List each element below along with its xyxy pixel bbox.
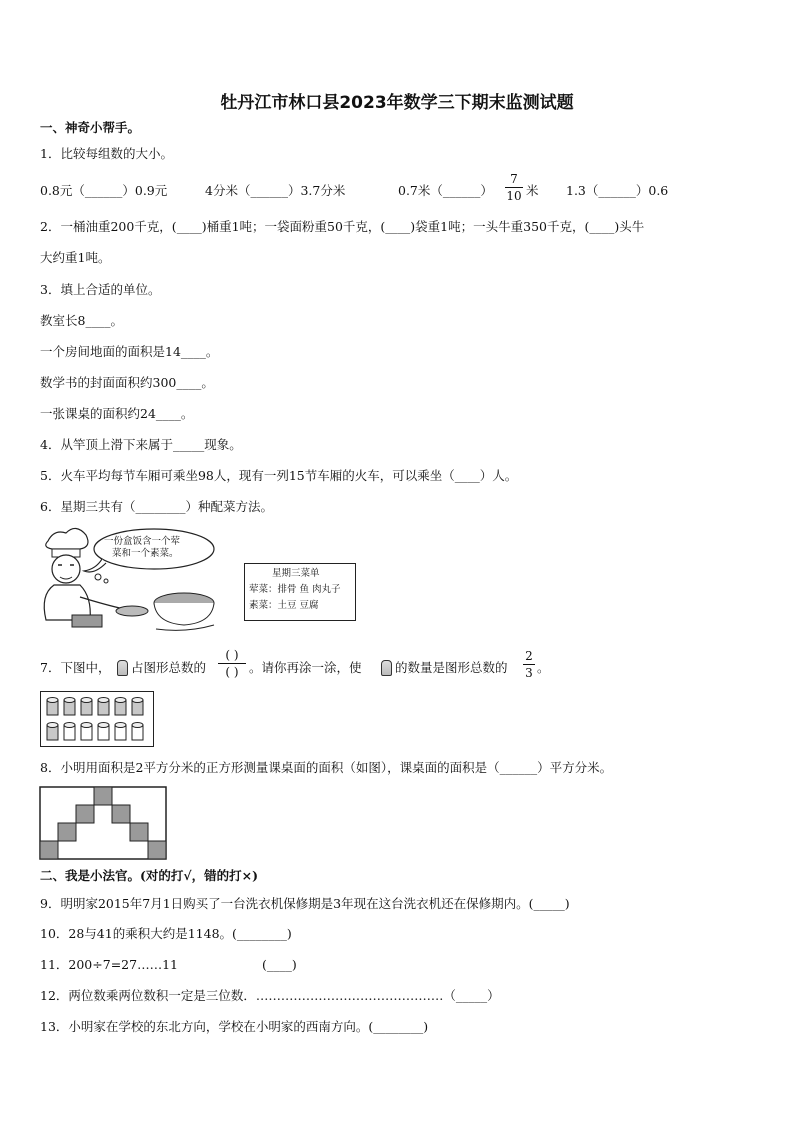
cylinder[interactable] <box>98 723 109 741</box>
question-11-answer[interactable]: (____) <box>262 957 297 972</box>
cylinder-shaded[interactable] <box>132 698 143 716</box>
question-7-mid2: 。请你再涂一涂，使 <box>249 660 362 675</box>
cylinder-shaded[interactable] <box>115 698 126 716</box>
section-1-heading: 一、神奇小帮手。 <box>40 120 141 135</box>
q7-fraction-target <box>523 649 535 680</box>
question-7-prefix: 7．下图中， <box>40 660 111 675</box>
q7-frac2-den: 3 <box>525 666 533 680</box>
measure-square <box>58 823 76 841</box>
q7-frac-den: ( ) <box>225 665 239 679</box>
measure-square <box>112 805 130 823</box>
measure-square <box>130 823 148 841</box>
section-2-heading: 二、我是小法官。(对的打√，错的打×) <box>40 868 259 883</box>
q1-compare-c[interactable]: 0.7米（______） <box>398 183 493 198</box>
question-12[interactable]: 12．两位数乘两位数积一定是三位数．………………………………………（_____） <box>40 988 500 1003</box>
measure-square <box>94 787 112 805</box>
question-7-mid1: 占图形总数的 <box>131 660 207 675</box>
q3-item-d[interactable]: 一张课桌的面积约24____。 <box>40 406 194 421</box>
cylinder[interactable] <box>64 723 75 741</box>
cylinder-icon <box>381 660 392 676</box>
measure-square <box>148 841 166 859</box>
q1-fraction-num: 7 <box>510 172 518 186</box>
question-6[interactable]: 6．星期三共有（________）种配菜方法。 <box>40 499 273 514</box>
q3-item-c[interactable]: 数学书的封面面积约300____。 <box>40 375 214 390</box>
menu-veg: 素菜：土豆 豆腐 <box>249 600 319 611</box>
cylinder[interactable] <box>115 723 126 741</box>
question-4[interactable]: 4．从竿顶上滑下来属于_____现象。 <box>40 437 242 452</box>
q1-compare-a[interactable]: 0.8元（______）0.9元 <box>40 183 168 198</box>
cylinder-shaded[interactable] <box>98 698 109 716</box>
question-1: 1．比较每组数的大小。 <box>40 146 173 161</box>
question-5[interactable]: 5．火车平均每节车厢可乘坐98人，现有一列15节车厢的火车，可以乘坐（____）人。 <box>40 468 518 483</box>
bubble-text-2: 菜和一个素菜。 <box>112 548 179 559</box>
cylinder-shaded[interactable] <box>81 698 92 716</box>
q7-frac2-num: 2 <box>525 649 533 663</box>
cylinder-icon <box>117 660 128 676</box>
question-9[interactable]: 9．明明家2015年7月1日购买了一台洗衣机保修期是3年现在这台洗衣机还在保修期内。(_____) <box>40 896 570 911</box>
measure-square <box>40 841 58 859</box>
question-3: 3．填上合适的单位。 <box>40 282 161 297</box>
q1-fraction-den: 10 <box>506 189 522 203</box>
question-8[interactable]: 8．小明用面积是2平方分米的正方形测量课桌面的面积（如图），课桌面的面积是（______）平方分米。 <box>40 760 613 775</box>
cylinder-shaded[interactable] <box>64 698 75 716</box>
q3-item-b[interactable]: 一个房间地面的面积是14____。 <box>40 344 219 359</box>
question-7-end: 。 <box>537 660 550 675</box>
cylinder-grid[interactable] <box>40 691 154 747</box>
cylinder[interactable] <box>132 723 143 741</box>
q3-item-a[interactable]: 教室长8____。 <box>40 313 123 328</box>
question-10[interactable]: 10．28与41的乘积大约是1148。(________) <box>40 926 292 941</box>
cylinder-shaded[interactable] <box>47 723 58 741</box>
question-2-line1[interactable]: 2．一桶油重200千克，(____)桶重1吨；一袋面粉重50千克，(____)袋重1吨；一头牛重350千克，(____)头牛 <box>40 219 645 234</box>
cylinder-shaded[interactable] <box>47 698 58 716</box>
page-title: 牡丹江市林口县2023年数学三下期末监测试题 <box>220 93 574 113</box>
measure-square <box>76 805 94 823</box>
q1-compare-d[interactable]: 1.3（______）0.6 <box>566 183 669 198</box>
q1-compare-b[interactable]: 4分米（______）3.7分米 <box>205 183 346 198</box>
menu-meat: 荤菜：排骨 鱼 肉丸子 <box>249 584 341 595</box>
cylinder[interactable] <box>81 723 92 741</box>
question-2-line2: 大约重1吨。 <box>40 250 111 265</box>
q1-fraction <box>505 172 523 203</box>
q7-frac-num: ( ) <box>225 648 239 662</box>
q7-fraction-blank[interactable] <box>218 648 246 679</box>
bubble-text-1: 一份盒饭含一个荤 <box>104 536 181 547</box>
question-11: 11．200÷7=27……11 <box>40 957 178 972</box>
desk-grid-figure <box>38 786 168 862</box>
menu-title: 星期三菜单 <box>272 568 320 579</box>
question-7-mid3: 的数量是图形总数的 <box>395 660 508 675</box>
q1-unit: 米 <box>526 183 539 198</box>
question-13[interactable]: 13．小明家在学校的东北方向，学校在小明家的西南方向。(________) <box>40 1019 429 1034</box>
